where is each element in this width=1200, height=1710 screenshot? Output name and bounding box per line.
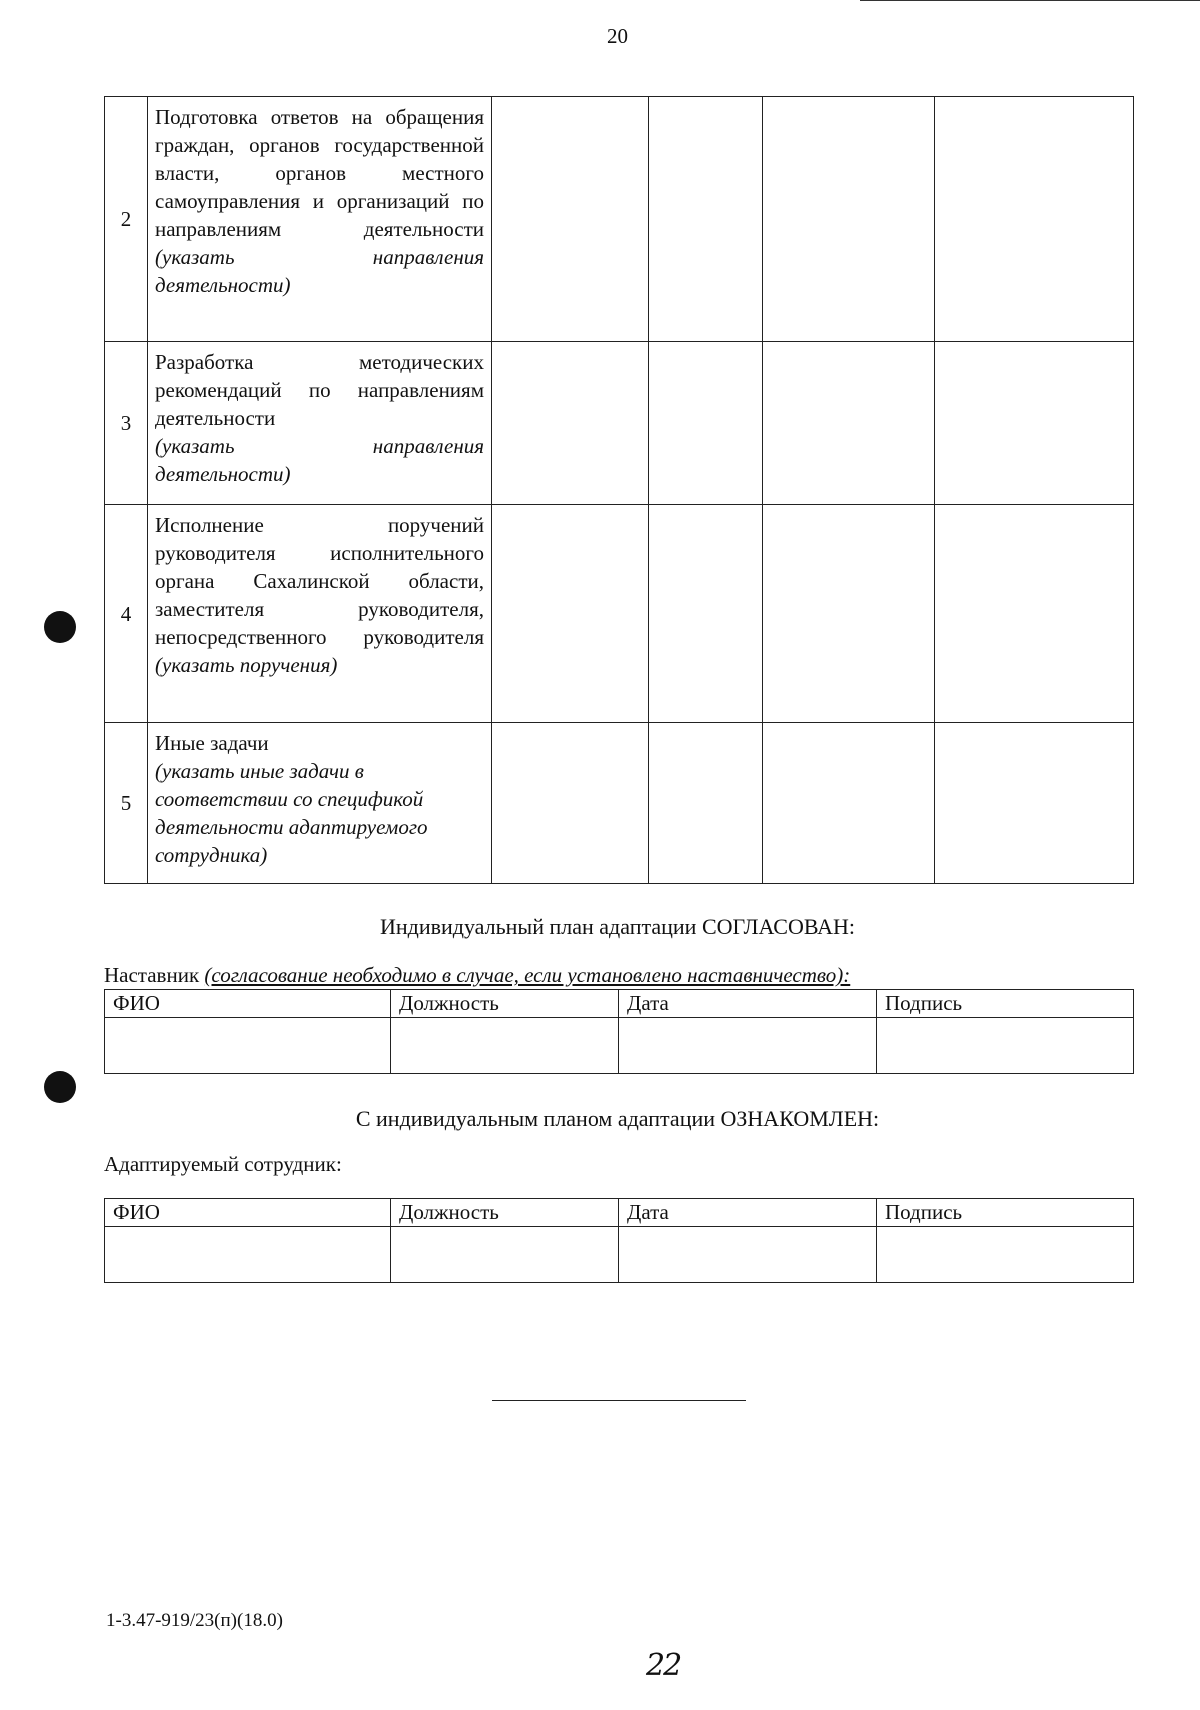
task-number: 4 [105,505,148,723]
column-header: Дата [619,1199,877,1227]
table-row [105,342,1134,505]
handwritten-page-mark: 22 [646,1648,681,1683]
task-description [148,97,492,342]
signature-cell [877,1227,1134,1283]
date-cell [619,1227,877,1283]
mentor-note: (согласование необходимо в случае, если установлено наставничество): [204,963,851,987]
table-cell [649,342,763,505]
column-header: ФИО [105,990,391,1018]
name-cell [105,1227,391,1283]
column-header: Подпись [877,1199,1134,1227]
task-description [148,723,492,884]
table-row [105,1227,1134,1283]
signature-cell [877,1018,1134,1074]
column-header: Дата [619,990,877,1018]
table-header-row [105,1199,1134,1227]
table-cell [935,505,1134,723]
document-code: 1-3.47-919/23(п)(18.0) [106,1610,283,1631]
task-number: 5 [105,723,148,884]
top-edge-line [860,0,1200,1]
mentor-line [104,963,850,988]
task-title: Иные задачи [155,731,269,755]
table-cell [492,723,649,884]
task-number: 3 [105,342,148,505]
task-note: (указать иные задачи в соответствии со спецификой деятельности адаптируемого сотрудника) [155,759,428,867]
date-cell [619,1018,877,1074]
task-note: (указать направления деятельности) [155,245,484,297]
page-number: 20 [607,24,628,48]
task-note: (указать поручения) [155,653,338,677]
mentor-signature-table [104,989,1134,1074]
table-cell [763,97,935,342]
task-description [148,505,492,723]
task-title: Разработка методических рекомендаций по направлениям деятельности [155,350,484,430]
table-cell [763,505,935,723]
table-cell [763,723,935,884]
acquaintance-heading: С индивидуальным планом адаптации ОЗНАКОМЛЕН: [355,1106,880,1131]
employee-signature-table [104,1198,1134,1283]
table-cell [649,505,763,723]
task-title: Подготовка ответов на обращения граждан, органов государственной власти, органов местного самоуправления и организаций по направлениям деятельности [155,105,484,241]
position-cell [391,1227,619,1283]
column-header: ФИО [105,1199,391,1227]
task-number: 2 [105,97,148,342]
adaptation-plan-table [104,96,1134,884]
table-cell [492,97,649,342]
table-cell [492,505,649,723]
punch-hole [44,1071,76,1103]
column-header: Должность [391,990,619,1018]
table-row [105,505,1134,723]
table-cell [492,342,649,505]
table-header-row [105,990,1134,1018]
position-cell [391,1018,619,1074]
table-row [105,1018,1134,1074]
task-title: Исполнение поручений руководителя исполнительного органа Сахалинской области, заместителя руководителя, непосредственного руководителя [155,513,484,649]
name-cell [105,1018,391,1074]
column-header: Подпись [877,990,1134,1018]
table-cell [763,342,935,505]
table-cell [935,97,1134,342]
mentor-label: Наставник [104,963,200,987]
task-description [148,342,492,505]
punch-hole [44,611,76,643]
table-cell [935,723,1134,884]
table-cell [649,97,763,342]
approval-heading: Индивидуальный план адаптации СОГЛАСОВАН: [379,914,856,939]
table-row [105,97,1134,342]
table-cell [935,342,1134,505]
table-row [105,723,1134,884]
column-header: Должность [391,1199,619,1227]
task-note: (указать направления деятельности) [155,434,484,486]
end-of-document-rule [492,1400,746,1401]
employee-label: Адаптируемый сотрудник: [104,1152,342,1176]
table-cell [649,723,763,884]
